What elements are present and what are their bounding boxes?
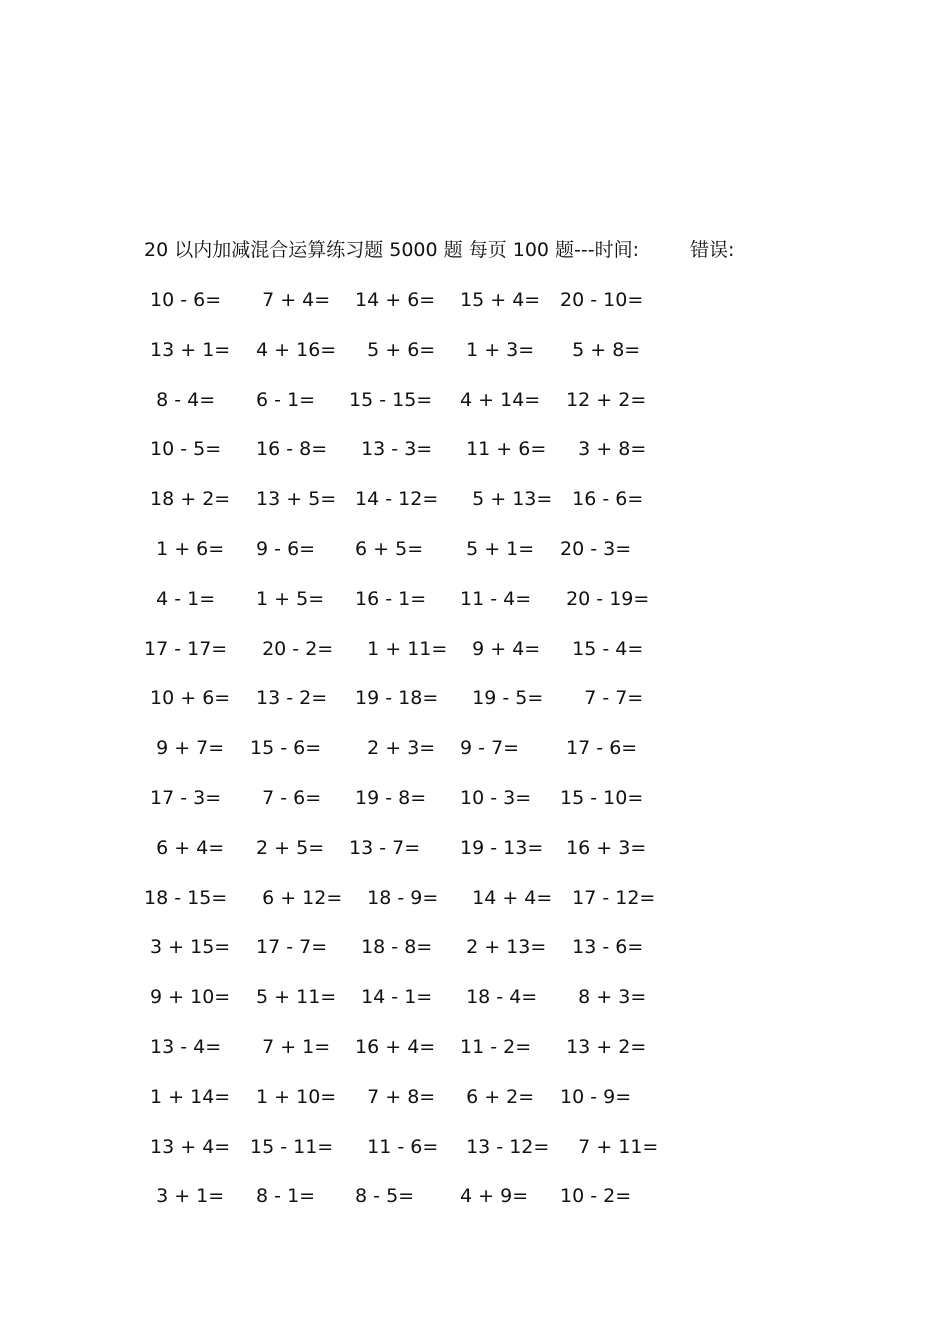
worksheet-title: 20 以内加减混合运算练习题 5000 题 每页 100 题---时间: <box>144 239 640 261</box>
arithmetic-problem: 2 + 3= <box>349 737 436 760</box>
problem-row <box>144 933 704 983</box>
arithmetic-problem: 13 + 1= <box>144 338 231 361</box>
arithmetic-problem: 10 - 3= <box>454 786 532 809</box>
arithmetic-problem: 16 + 3= <box>554 836 647 859</box>
arithmetic-problem: 13 + 5= <box>250 488 337 511</box>
problem-row <box>144 585 704 635</box>
arithmetic-problem: 1 + 14= <box>144 1085 231 1108</box>
arithmetic-problem: 20 - 2= <box>250 637 334 660</box>
arithmetic-problem: 17 - 7= <box>250 936 328 959</box>
arithmetic-problem: 13 - 3= <box>349 438 433 461</box>
arithmetic-problem: 7 + 1= <box>250 1035 331 1058</box>
arithmetic-problem: 4 + 16= <box>250 338 337 361</box>
arithmetic-problem: 16 + 4= <box>349 1035 436 1058</box>
arithmetic-problem: 5 + 6= <box>349 338 436 361</box>
arithmetic-problem: 13 + 4= <box>144 1135 231 1158</box>
arithmetic-problem: 13 - 12= <box>454 1135 550 1158</box>
problem-row <box>144 336 704 386</box>
arithmetic-problem: 6 - 1= <box>250 388 316 411</box>
arithmetic-problem: 10 - 6= <box>144 289 222 311</box>
arithmetic-problem: 3 + 1= <box>144 1185 225 1208</box>
problem-row <box>144 386 704 436</box>
arithmetic-problem: 6 + 5= <box>349 537 424 560</box>
arithmetic-problem: 2 + 5= <box>250 836 325 859</box>
problem-row <box>144 535 704 585</box>
arithmetic-problem: 12 + 2= <box>554 388 647 411</box>
arithmetic-problem: 2 + 13= <box>454 936 547 959</box>
arithmetic-problem: 10 + 6= <box>144 687 231 710</box>
arithmetic-problem: 13 - 2= <box>250 687 328 710</box>
arithmetic-problem: 6 + 2= <box>454 1085 535 1108</box>
problem-row <box>144 286 704 336</box>
arithmetic-problem: 15 + 4= <box>454 289 541 311</box>
problem-row <box>144 1133 704 1183</box>
arithmetic-problem: 17 - 3= <box>144 786 222 809</box>
arithmetic-problem: 11 - 2= <box>454 1035 532 1058</box>
problem-row <box>144 1083 704 1133</box>
arithmetic-problem: 20 - 19= <box>554 587 650 610</box>
arithmetic-problem: 7 - 7= <box>554 687 644 710</box>
arithmetic-problem: 9 - 6= <box>250 537 316 560</box>
arithmetic-problem: 9 + 7= <box>144 737 225 760</box>
arithmetic-problem: 11 - 6= <box>349 1135 439 1158</box>
arithmetic-problem: 13 + 2= <box>554 1035 647 1058</box>
problem-row <box>144 834 704 884</box>
arithmetic-problem: 3 + 15= <box>144 936 231 959</box>
arithmetic-problem: 18 - 4= <box>454 986 538 1009</box>
arithmetic-problem: 4 + 9= <box>454 1185 529 1208</box>
arithmetic-problem: 5 + 1= <box>454 537 535 560</box>
arithmetic-problem: 17 - 17= <box>144 637 228 660</box>
problem-row <box>144 734 704 784</box>
arithmetic-problem: 7 + 11= <box>554 1135 659 1158</box>
arithmetic-problem: 14 + 4= <box>454 886 553 909</box>
problem-row <box>144 784 704 834</box>
problem-row <box>144 983 704 1033</box>
problem-row <box>144 1033 704 1083</box>
problem-row <box>144 485 704 535</box>
arithmetic-problem: 20 - 10= <box>554 289 644 311</box>
arithmetic-problem: 10 - 2= <box>554 1185 632 1208</box>
arithmetic-problem: 10 - 9= <box>554 1085 632 1108</box>
arithmetic-problem: 3 + 8= <box>554 438 647 461</box>
worksheet-header <box>144 236 844 264</box>
arithmetic-problem: 14 + 6= <box>349 289 436 311</box>
arithmetic-problem: 15 - 10= <box>554 786 644 809</box>
arithmetic-problem: 8 - 5= <box>349 1185 415 1208</box>
problem-row <box>144 884 704 934</box>
arithmetic-problem: 1 + 10= <box>250 1085 337 1108</box>
arithmetic-problem: 5 + 11= <box>250 986 337 1009</box>
problem-row <box>144 1182 704 1232</box>
arithmetic-problem: 7 - 6= <box>250 786 322 809</box>
arithmetic-problem: 15 - 4= <box>554 637 644 660</box>
arithmetic-problem: 16 - 8= <box>250 438 328 461</box>
arithmetic-problem: 8 + 3= <box>554 986 647 1009</box>
arithmetic-problem: 13 - 6= <box>554 936 644 959</box>
arithmetic-problem: 15 - 15= <box>349 388 433 411</box>
errors-label: 错误: <box>690 239 735 261</box>
arithmetic-problem: 13 - 7= <box>349 836 421 859</box>
arithmetic-problem: 16 - 1= <box>349 587 427 610</box>
problem-row <box>144 635 704 685</box>
arithmetic-problem: 9 + 10= <box>144 986 231 1009</box>
arithmetic-problem: 17 - 12= <box>554 886 656 909</box>
arithmetic-problem: 18 - 15= <box>144 886 228 909</box>
arithmetic-problem: 9 - 7= <box>454 737 520 760</box>
arithmetic-problem: 18 + 2= <box>144 488 231 511</box>
arithmetic-problem: 9 + 4= <box>454 637 541 660</box>
arithmetic-problem: 19 - 18= <box>349 687 439 710</box>
arithmetic-problem: 17 - 6= <box>554 737 638 760</box>
arithmetic-problem: 1 + 5= <box>250 587 325 610</box>
arithmetic-problem: 15 - 11= <box>250 1135 334 1158</box>
arithmetic-problem: 11 - 4= <box>454 587 532 610</box>
arithmetic-problem: 19 - 5= <box>454 687 544 710</box>
arithmetic-problem: 8 - 4= <box>144 388 216 411</box>
arithmetic-problem: 10 - 5= <box>144 438 222 461</box>
arithmetic-problem: 20 - 3= <box>554 537 632 560</box>
arithmetic-problem: 15 - 6= <box>250 737 322 760</box>
arithmetic-problem: 19 - 8= <box>349 786 427 809</box>
arithmetic-problem: 5 + 8= <box>554 338 641 361</box>
arithmetic-problem: 7 + 8= <box>349 1085 436 1108</box>
arithmetic-problem: 13 - 4= <box>144 1035 222 1058</box>
arithmetic-problem: 4 + 14= <box>454 388 541 411</box>
arithmetic-problem: 18 - 9= <box>349 886 439 909</box>
arithmetic-problem: 14 - 12= <box>349 488 439 511</box>
arithmetic-problem: 11 + 6= <box>454 438 547 461</box>
arithmetic-problem: 1 + 11= <box>349 637 448 660</box>
arithmetic-problem: 6 + 4= <box>144 836 225 859</box>
arithmetic-problem: 4 - 1= <box>144 587 216 610</box>
arithmetic-problem: 1 + 6= <box>144 537 225 560</box>
arithmetic-problem: 16 - 6= <box>554 488 644 511</box>
arithmetic-problem: 18 - 8= <box>349 936 433 959</box>
problem-row <box>144 435 704 485</box>
arithmetic-problem: 14 - 1= <box>349 986 433 1009</box>
arithmetic-problem: 19 - 13= <box>454 836 544 859</box>
problem-grid <box>144 286 704 1232</box>
arithmetic-problem: 5 + 13= <box>454 488 553 511</box>
arithmetic-problem: 6 + 12= <box>250 886 343 909</box>
arithmetic-problem: 8 - 1= <box>250 1185 316 1208</box>
problem-row <box>144 684 704 734</box>
arithmetic-problem: 1 + 3= <box>454 338 535 361</box>
arithmetic-problem: 7 + 4= <box>250 289 331 311</box>
